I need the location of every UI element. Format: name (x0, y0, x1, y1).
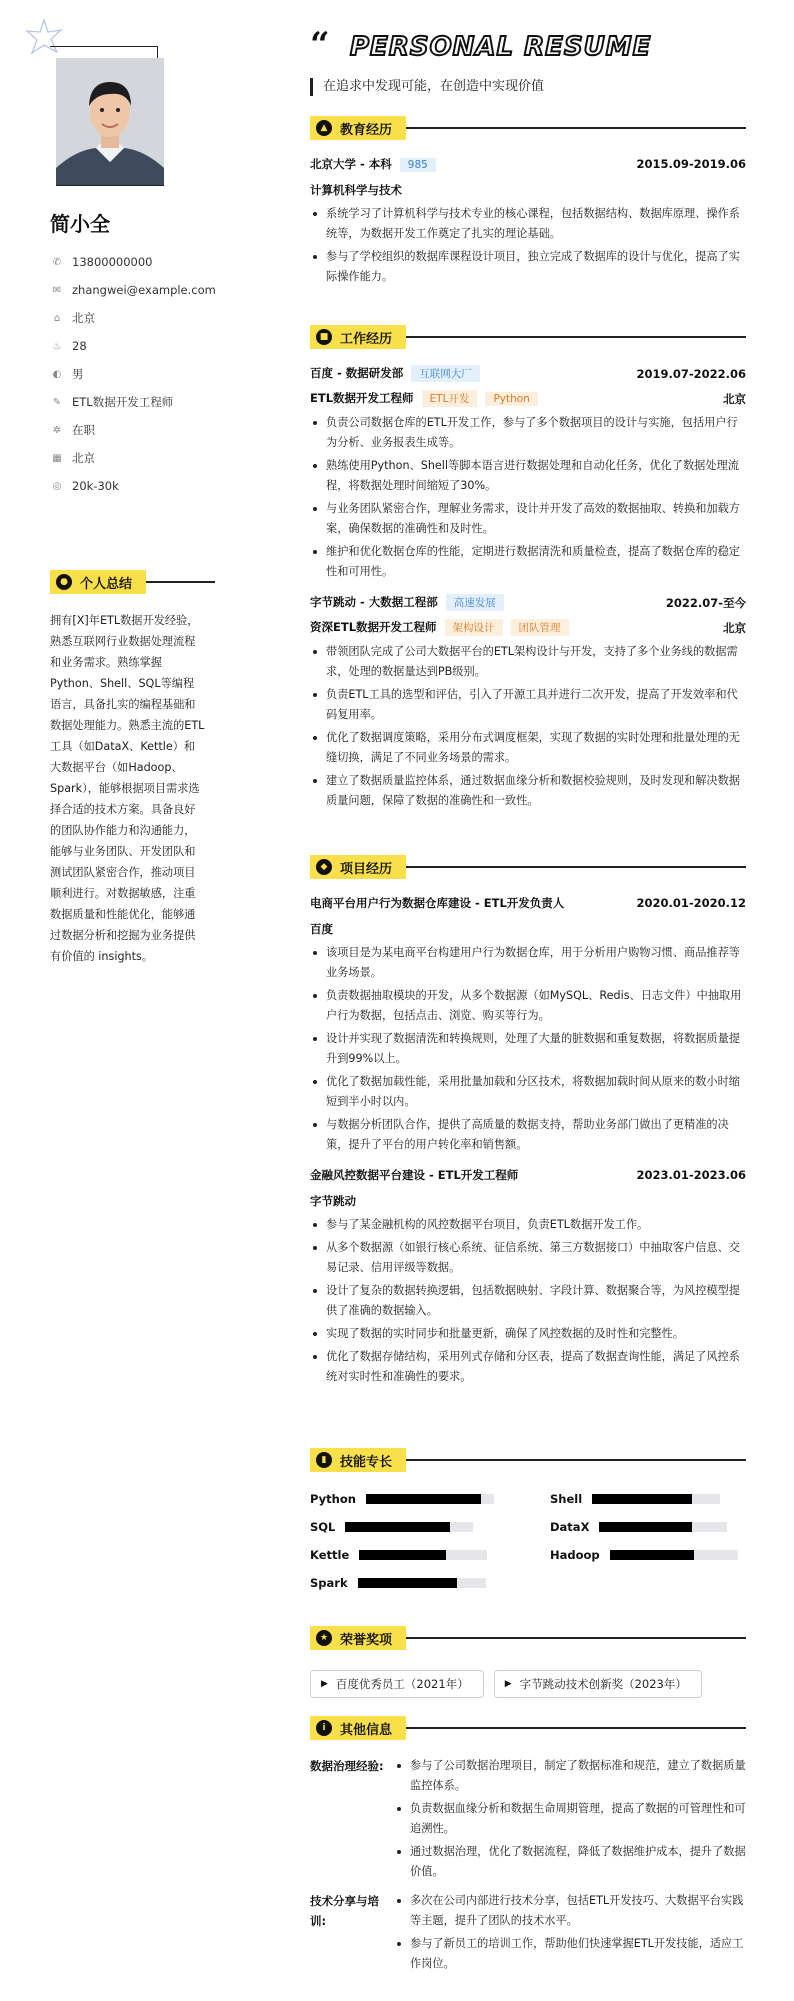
list-item: 优化了数据加载性能，采用批量加载和分区技术，将数据加载时间从原来的数小时缩短到半小时以内。 (310, 1072, 746, 1112)
skill-bar-fill (599, 1522, 691, 1532)
education-date: 2015.09-2019.06 (636, 157, 746, 171)
skill-bar-fill (345, 1522, 450, 1532)
divider (406, 866, 746, 868)
info-icon: i (316, 1720, 332, 1736)
work-section-header (310, 325, 746, 349)
skills-title: 技能专长 (340, 1454, 393, 1470)
job-bullets (310, 413, 746, 582)
list-item: 负责数据血缘分析和数据生命周期管理，提高了数据的可管理性和可追溯性。 (394, 1799, 746, 1839)
list-item: 带领团队完成了公司大数据平台的ETL架构设计与开发，支持了多个业务线的数据需求，处理的数据量达到PB级别。 (310, 642, 746, 682)
skill-bar (599, 1522, 727, 1532)
other-label: 技术分享与培训: (310, 1894, 379, 1928)
list-item: 与业务团队紧密合作，理解业务需求，设计并开发了高效的数据抽取、转换和加载方案，确保数据的准确性和及时性。 (310, 499, 746, 539)
list-item: 负责数据抽取模块的开发，从多个数据源（如MySQL、Redis、日志文件）中抽取用户行为数据，包括点击、浏览、购买等行为。 (310, 986, 746, 1026)
info-row (50, 388, 216, 416)
skills-section-header (310, 1448, 746, 1472)
user-icon: ● (56, 574, 72, 590)
list-item: 负责公司数据仓库的ETL开发工作，参与了多个数据项目的设计与实施，包括用户行为分析、业务报表生成等。 (310, 413, 746, 453)
job-role: ETL数据开发工程师 (310, 391, 414, 405)
job-entry (310, 365, 746, 582)
info-row (50, 360, 216, 388)
job-role: 资深ETL数据开发工程师 (310, 620, 437, 634)
project-bullets (310, 1215, 746, 1387)
job-entry (310, 594, 746, 811)
project-date: 2023.01-2023.06 (636, 1168, 746, 1182)
home-icon: ⌂ (53, 312, 61, 324)
list-item: 熟练使用Python、Shell等脚本语言进行数据处理和自动化任务，优化了数据处理流程，将数据处理时间缩短了30%。 (310, 456, 746, 496)
major: 计算机科学与技术 (310, 183, 402, 197)
other-title: 其他信息 (340, 1722, 393, 1738)
info-text: zhangwei@example.com (72, 283, 216, 297)
job-bullets (310, 642, 746, 811)
candidate-name: 简小全 (50, 212, 110, 236)
other-label: 数据治理经验: (310, 1759, 384, 1773)
info-row (50, 444, 216, 472)
education-section-header (310, 116, 746, 140)
list-item: 参与了新员工的培训工作，帮助他们快速掌握ETL开发技能，适应工作岗位。 (394, 1934, 746, 1974)
company-badge: 互联网大厂 (411, 365, 480, 382)
cake-icon: ♨ (52, 340, 62, 352)
summary-section-header (50, 570, 215, 594)
skill-bar (358, 1578, 486, 1588)
list-item: 系统学习了计算机科学与技术专业的核心课程，包括数据结构、数据库原理、操作系统等，为数据开发工作奠定了扎实的理论基础。 (310, 204, 746, 244)
salary-icon: ◎ (52, 480, 62, 492)
info-row (50, 416, 216, 444)
list-item: 与数据分析团队合作，提供了高质量的数据支持，帮助业务部门做出了更精准的决策，提升了平台的用户转化率和销售额。 (310, 1115, 746, 1155)
list-item: 建立了数据质量监控体系，通过数据血缘分析和数据校验规则，及时发现和解决数据质量问题，保障了数据的准确性和一致性。 (310, 771, 746, 811)
skill-item (310, 1520, 506, 1534)
info-text: 男 (72, 367, 84, 381)
skill-bar (345, 1522, 473, 1532)
other-group (310, 1891, 746, 1977)
skill-item (310, 1492, 506, 1506)
education-bullets (310, 204, 746, 287)
job-tag: ETL开发 (422, 390, 478, 407)
awards-title: 荣誉奖项 (340, 1632, 393, 1648)
skill-bar-fill (366, 1494, 481, 1504)
info-row (50, 248, 216, 276)
education-title: 教育经历 (340, 122, 393, 138)
summary-title: 个人总结 (80, 576, 133, 592)
project-list (310, 895, 746, 1387)
project-bullets (310, 943, 746, 1155)
divider (406, 127, 746, 129)
skill-bar (592, 1494, 720, 1504)
list-item: 优化了数据调度策略，采用分布式调度框架，实现了数据的实时处理和批量处理的无缝切换，满足了不同业务场景的需求。 (310, 728, 746, 768)
info-text: 在职 (72, 423, 95, 437)
project-name: 电商平台用户行为数据仓库建设 - ETL开发负责人 (310, 896, 565, 910)
info-row (50, 472, 216, 500)
gender-icon: ◐ (52, 368, 62, 380)
skill-bar (359, 1550, 487, 1560)
graduation-cap-icon: ▲ (316, 120, 332, 136)
projects-section-header (310, 855, 746, 879)
quote-mark-icon: “ (310, 25, 330, 65)
project-org: 百度 (310, 922, 333, 936)
skills-section (310, 1448, 746, 1590)
skill-name: Spark (310, 1576, 348, 1590)
project-entry (310, 895, 746, 1155)
other-group (310, 1756, 746, 1885)
list-item: 设计了复杂的数据转换逻辑，包括数据映射、字段计算、数据聚合等，为风控模型提供了准确的数据输入。 (310, 1281, 746, 1321)
work-section (310, 325, 746, 814)
job-tag: Python (485, 392, 537, 406)
skill-bar-fill (358, 1578, 458, 1588)
divider (146, 581, 215, 583)
list-item: 参与了学校组织的数据库课程设计项目，独立完成了数据库的设计与优化，提高了实际操作能力。 (310, 247, 746, 287)
job-list (310, 365, 746, 811)
list-item: 参与了某金融机构的风控数据平台项目，负责ETL数据开发工作。 (310, 1215, 746, 1235)
info-row (50, 332, 216, 360)
school-name: 北京大学 - 本科 (310, 157, 392, 171)
award-item (494, 1670, 702, 1698)
job-date: 2019.07-2022.06 (636, 366, 746, 381)
list-item: 从多个数据源（如银行核心系统、征信系统、第三方数据接口）中抽取客户信息、交易记录、信用评级等数据。 (310, 1238, 746, 1278)
company-badge: 高速发展 (446, 594, 504, 611)
list-item: 维护和优化数据仓库的性能，定期进行数据清洗和质量检查，提高了数据仓库的稳定性和可用性。 (310, 542, 746, 582)
divider (406, 1637, 746, 1639)
award-item (310, 1670, 484, 1698)
skill-name: Hadoop (550, 1548, 600, 1562)
work-title: 工作经历 (340, 331, 393, 347)
skill-bar-fill (610, 1550, 694, 1560)
other-bullets (394, 1756, 746, 1885)
job-date: 2022.07-至今 (665, 595, 746, 610)
motto: 在追求中发现可能，在创造中实现价值 (310, 78, 544, 96)
other-list (310, 1756, 746, 1977)
sidebar (0, 0, 230, 2001)
info-row (50, 276, 216, 304)
project-name: 金融风控数据平台建设 - ETL开发工程师 (310, 1168, 519, 1182)
skill-item (310, 1548, 506, 1562)
skill-bar-fill (359, 1550, 446, 1560)
project-date: 2020.01-2020.12 (636, 896, 746, 910)
skill-item (550, 1548, 746, 1562)
divider (406, 336, 746, 338)
skill-bar-fill (592, 1494, 692, 1504)
education-section (310, 116, 746, 290)
briefcase-icon: ■ (316, 329, 332, 345)
project-entry (310, 1167, 746, 1387)
resume-title: PERSONAL RESUME (350, 32, 652, 62)
project-org: 字节跳动 (310, 1194, 356, 1208)
play-icon: ▶ (504, 1679, 512, 1689)
job-tag: 团队管理 (511, 619, 569, 636)
awards-section-header (310, 1626, 746, 1650)
skill-name: Python (310, 1492, 356, 1506)
school-badge: 985 (400, 158, 436, 172)
award-list (310, 1670, 746, 1698)
avatar (56, 58, 164, 186)
skill-item (310, 1576, 506, 1590)
contact-info-list (50, 248, 216, 500)
list-item: 负责ETL工具的选型和评估，引入了开源工具并进行二次开发，提高了开发效率和代码复用率。 (310, 685, 746, 725)
phone-icon: ✆ (52, 256, 62, 268)
skill-bar (366, 1494, 494, 1504)
other-section (310, 1716, 746, 1977)
projects-title: 项目经历 (340, 861, 393, 877)
building-icon: ▦ (52, 452, 62, 464)
award-text: 字节跳动技术创新奖（2023年） (519, 1677, 687, 1691)
info-text: 28 (72, 339, 87, 353)
skill-name: Shell (550, 1492, 583, 1506)
summary-text: 拥有[X]年ETL数据开发经验，熟悉互联网行业数据处理流程和业务需求。熟练掌握Python、Shell、SQL等编程语言，具备扎实的编程基础和数据处理能力。熟悉主流的ETL工具（如DataX、Kettle）和大数据平台（如Hadoop、Spark），能够根据项目需求选择合适的技术方案。具备良好的团队协作能力和沟通能力，能够与业务团队、开发团队和测试团队紧密合作，推动项目顺利进行。对数据敏感，注重数据质量和性能优化，能够通过数据分析和挖掘为业务提供有价值的 insights。 (50, 614, 205, 963)
list-item: 优化了数据存储结构，采用列式存储和分区表，提高了数据查询性能，满足了风控系统对实时性和准确性的要求。 (310, 1347, 746, 1387)
info-text: 13800000000 (72, 255, 153, 269)
other-section-header (310, 1716, 746, 1740)
divider (406, 1727, 746, 1729)
chart-icon: ▮ (316, 1452, 332, 1468)
job-city: 北京 (723, 391, 746, 406)
info-row (50, 304, 216, 332)
list-item: 多次在公司内部进行技术分享，包括ETL开发技巧、大数据平台实践等主题，提升了团队的技术水平。 (394, 1891, 746, 1931)
list-item: 该项目是为某电商平台构建用户行为数据仓库，用于分析用户购物习惯、商品推荐等业务场景。 (310, 943, 746, 983)
briefcase-icon: ✎ (52, 396, 62, 408)
company-name: 字节跳动 - 大数据工程部 (310, 595, 438, 609)
skill-list (310, 1492, 746, 1590)
divider (406, 1459, 746, 1461)
company-name: 百度 - 数据研发部 (310, 366, 404, 380)
folder-icon: ◆ (316, 859, 332, 875)
info-text: 20k-30k (72, 479, 119, 493)
list-item: 实现了数据的实时同步和批量更新，确保了风控数据的及时性和完整性。 (310, 1324, 746, 1344)
skill-item (550, 1492, 746, 1506)
mail-icon: ✉ (52, 284, 62, 296)
skill-name: Kettle (310, 1548, 350, 1562)
play-icon: ▶ (321, 1679, 328, 1689)
skill-bar (610, 1550, 738, 1560)
list-item: 参与了公司数据治理项目，制定了数据标准和规范，建立了数据质量监控体系。 (394, 1756, 746, 1796)
list-item: 通过数据治理，优化了数据流程，降低了数据维护成本，提升了数据价值。 (394, 1842, 746, 1882)
other-bullets (394, 1891, 746, 1977)
skill-item (550, 1520, 746, 1534)
info-text: 北京 (72, 451, 95, 465)
info-text: 北京 (72, 311, 95, 325)
trophy-icon: ★ (316, 1630, 332, 1646)
skill-name: DataX (550, 1520, 590, 1534)
job-tag: 架构设计 (445, 619, 503, 636)
info-text: ETL数据开发工程师 (72, 395, 174, 409)
skill-name: SQL (310, 1520, 336, 1534)
projects-section (310, 855, 746, 1390)
awards-section (310, 1626, 746, 1698)
status-icon: ✲ (52, 424, 62, 436)
job-city: 北京 (723, 620, 746, 635)
award-text: 百度优秀员工（2021年） (335, 1677, 469, 1691)
list-item: 设计并实现了数据清洗和转换规则，处理了大量的脏数据和重复数据，将数据质量提升到99%以上。 (310, 1029, 746, 1069)
